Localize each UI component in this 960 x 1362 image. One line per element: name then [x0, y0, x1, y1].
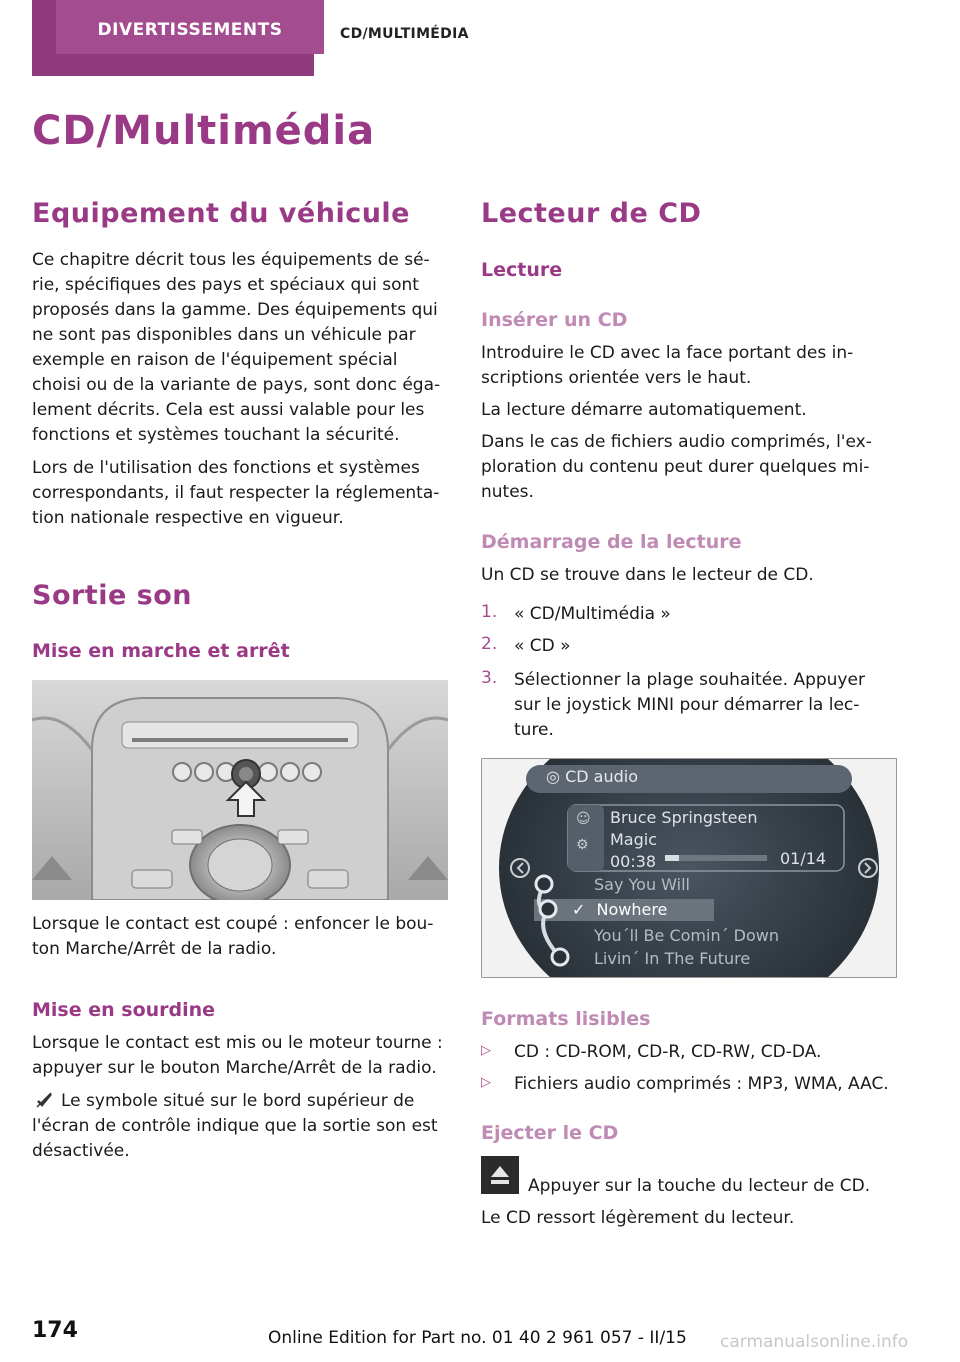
sourdine-paragraph [32, 1031, 452, 1081]
marche-paragraph [32, 912, 452, 962]
cd-audio-screen [481, 758, 897, 978]
text-line: proposés dans la gamme. Des équipements qui [32, 300, 438, 320]
equipement-paragraph [32, 248, 452, 448]
artist-name: Bruce Springsteen [610, 808, 758, 827]
ejecter-paragraph: Appuyer sur la touche du lecteur de CD. [528, 1176, 871, 1196]
site-watermark: carmanualsonline.info [720, 1332, 909, 1352]
step-number: 2. [481, 634, 498, 654]
checkmark-icon: ✓ [572, 900, 586, 919]
text-line: lement décrits. Cela est aussi valable pour les [32, 400, 425, 420]
page-number: 174 [32, 1318, 78, 1343]
text-line: exemple en raison de l'équipement spécial [32, 350, 398, 370]
track-item: You´ll Be Comin´ Down [594, 926, 780, 945]
symbol-paragraph [32, 1089, 452, 1164]
chapter-tab-inner [56, 0, 324, 54]
step-number: 1. [481, 602, 498, 622]
track-info [610, 807, 758, 873]
text-line: Sélectionner la plage souhaitée. Appuyer [514, 670, 865, 690]
text-line: Le symbole situé sur le bord supérieur de [61, 1091, 415, 1111]
auto-paragraph: La lecture démarre automatiquement. [481, 400, 807, 420]
compr-paragraph [481, 430, 901, 505]
section-title-lecteur: Lecteur de CD [481, 198, 702, 229]
step-text [514, 668, 904, 743]
track-item-selected[interactable] [572, 900, 667, 919]
text-line: Lors de l'utilisation des fonctions et systèmes [32, 458, 420, 478]
edition-note: Online Edition for Part no. 01 40 2 961 057 - II/15 [268, 1328, 687, 1348]
format-item: CD : CD-ROM, CD-R, CD-RW, CD-DA. [514, 1042, 822, 1062]
radio-console-illustration [32, 680, 448, 900]
text-line: Dans le cas de fichiers audio comprimés, l'ex‐ [481, 432, 872, 452]
subsection-title-marche: Mise en marche et arrêt [32, 640, 290, 662]
text-line: l'écran de contrôle indique que la sortie son est [32, 1116, 438, 1136]
text-line: rie, spécifiques des pays et spéciaux qui sont [32, 275, 419, 295]
track-item: Livin´ In The Future [594, 949, 751, 968]
text-line: fonctions et systèmes touchant la sécurité. [32, 425, 400, 445]
subsection-title-inserer: Insérer un CD [481, 309, 628, 331]
text-line: Ce chapitre décrit tous les équipements de sé‐ [32, 250, 430, 270]
bullet-icon: ▷ [481, 1075, 491, 1090]
track-item: Say You Will [594, 875, 690, 894]
format-item: Fichiers audio comprimés : MP3, WMA, AAC. [514, 1074, 889, 1094]
text-line: appuyer sur le bouton Marche/Arrêt de la radio. [32, 1058, 437, 1078]
text-line: sur le joystick MINI pour démarrer la lec‐ [514, 695, 860, 715]
step-text: « CD » [514, 636, 571, 656]
section-title-sortie-son: Sortie son [32, 580, 193, 611]
step-number: 3. [481, 668, 498, 688]
text-line: Lorsque le contact est mis ou le moteur tourne : [32, 1033, 443, 1053]
text-line: Lorsque le contact est coupé : enfoncer le bou‐ [32, 914, 434, 934]
text-line: ploration du contenu peut durer quelques mi‐ [481, 457, 870, 477]
elapsed-time: 00:38 [610, 852, 657, 871]
text-line: nutes. [481, 482, 534, 502]
text-line: tion nationale respective en vigueur. [32, 508, 344, 528]
text-line: ture. [514, 720, 554, 740]
equipement-paragraph-2 [32, 456, 452, 531]
breadcrumb: CD/MULTIMÉDIA [340, 26, 469, 42]
subsection-title-ejecter: Ejecter le CD [481, 1122, 619, 1144]
disc-icon: ◎ [546, 767, 560, 786]
text-line: choisi ou de la variante de pays, sont donc éga‐ [32, 375, 441, 395]
page-title: CD/Multimédia [32, 108, 376, 154]
text-line: ton Marche/Arrêt de la radio. [32, 939, 277, 959]
track-item-label: Nowhere [596, 900, 668, 919]
subsection-title-demarrage: Démarrage de la lecture [481, 531, 742, 553]
text-line: correspondants, il faut respecter la réglementa‐ [32, 483, 440, 503]
section-title-equipement: Equipement du véhicule [32, 198, 410, 229]
radio-console-image [32, 680, 448, 900]
ressort-paragraph: Le CD ressort légèrement du lecteur. [481, 1208, 795, 1228]
text-line: scriptions orientée vers le haut. [481, 368, 752, 388]
subsection-title-formats: Formats lisibles [481, 1008, 651, 1030]
text-line: Introduire le CD avec la face portant des in‐ [481, 343, 854, 363]
chapter-tab [32, 0, 314, 76]
demarrage-paragraph: Un CD se trouve dans le lecteur de CD. [481, 565, 814, 585]
bullet-icon: ▷ [481, 1043, 491, 1058]
inserer-paragraph [481, 341, 901, 391]
text-line: désactivée. [32, 1141, 130, 1161]
subsection-title-lecture: Lecture [481, 259, 563, 281]
disc-edit-icon: ⚙ [576, 837, 589, 853]
eject-icon [481, 1156, 519, 1194]
track-counter: 01/14 [780, 849, 827, 868]
screen-header [546, 767, 638, 786]
chapter-tab-label: DIVERTISSEMENTS [97, 20, 283, 40]
screen-header-label: CD audio [565, 767, 638, 786]
album-name: Magic [610, 830, 658, 849]
cd-icon: ☺ [576, 811, 591, 827]
subsection-title-sourdine: Mise en sourdine [32, 999, 216, 1021]
step-text: « CD/Multimédia » [514, 604, 671, 624]
text-line: ne sont pas disponibles dans un véhicule par [32, 325, 416, 345]
